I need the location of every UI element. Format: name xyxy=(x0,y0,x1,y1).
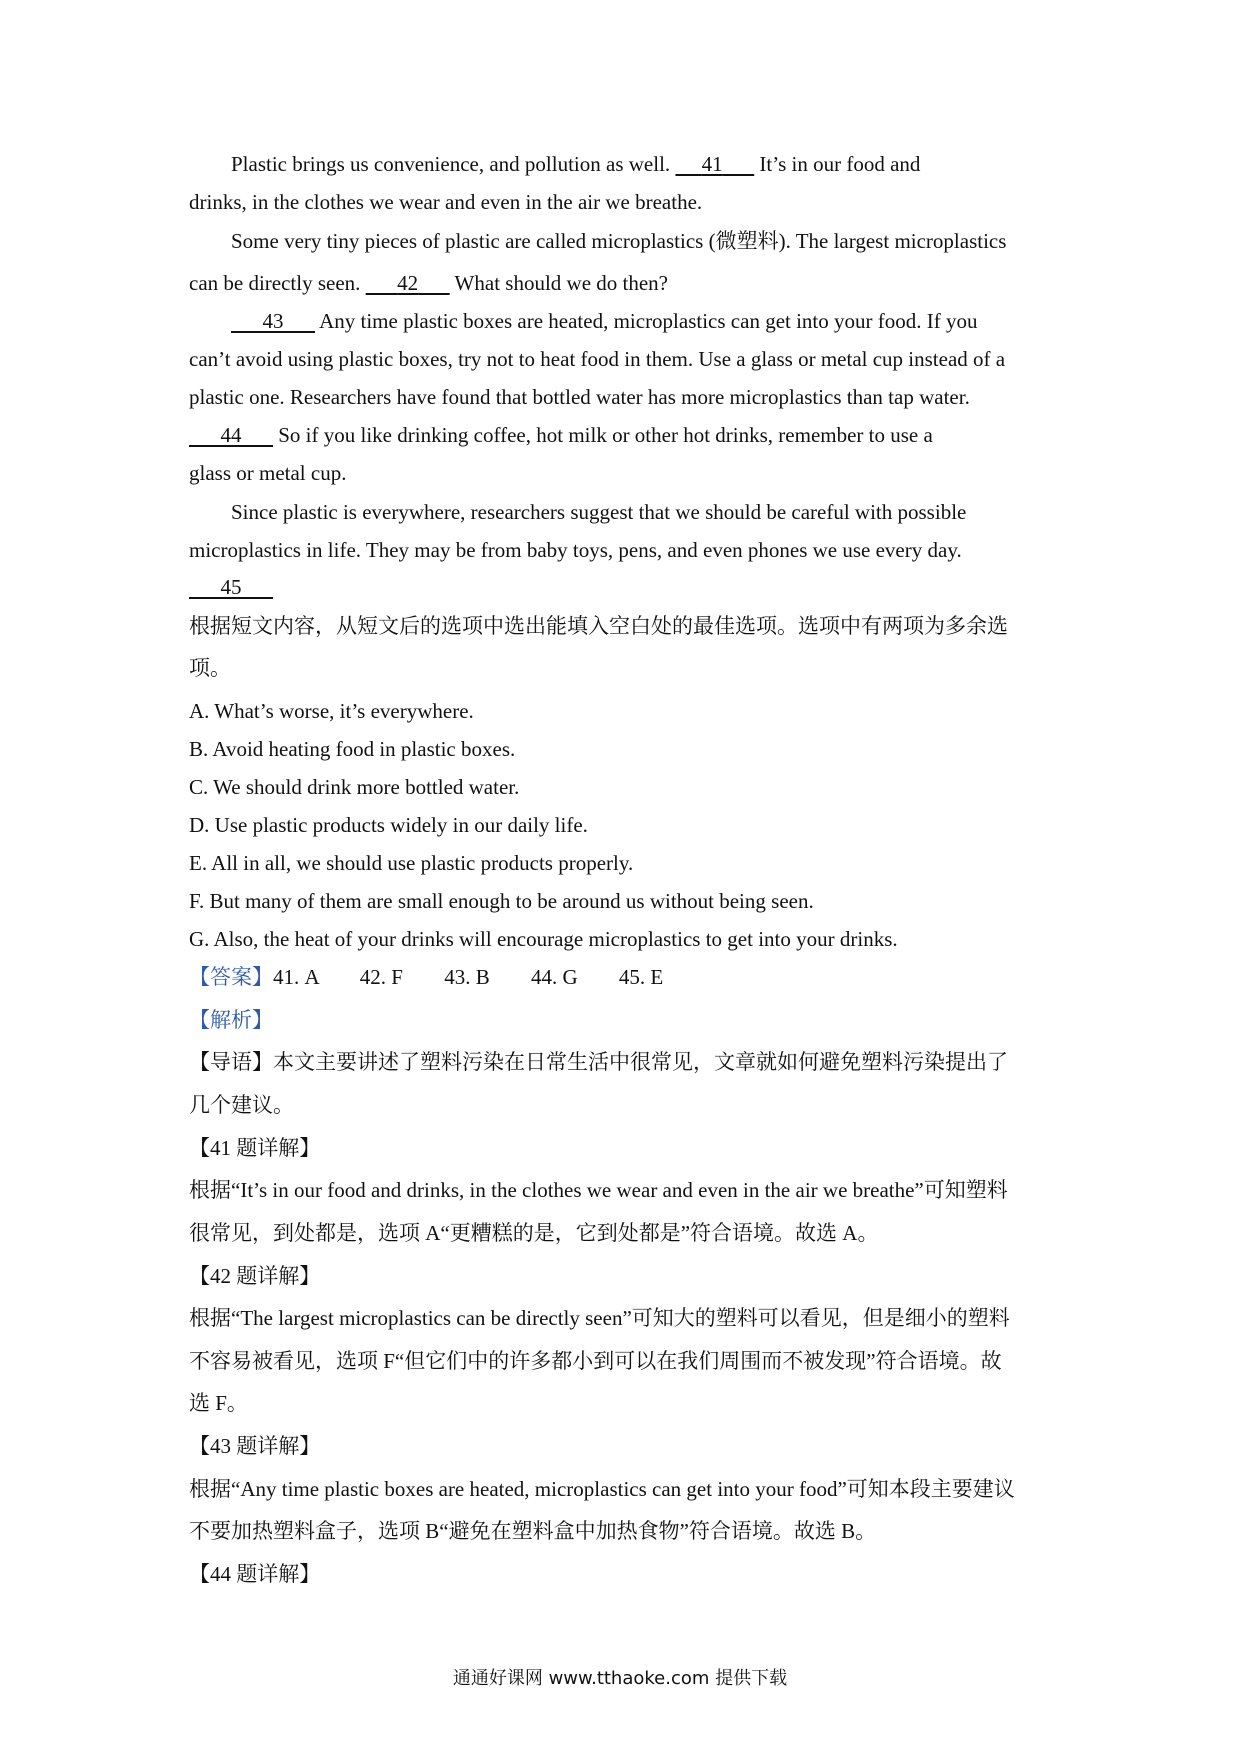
passage-text: can be directly seen. xyxy=(189,271,361,295)
option-b: B. Avoid heating food in plastic boxes. xyxy=(189,737,516,761)
analysis-label: 【解析】 xyxy=(189,1008,273,1032)
option-d: D. Use plastic products widely in our daily life. xyxy=(189,813,588,837)
blank-44: 44 xyxy=(220,423,242,447)
passage-line: drinks, in the clothes we wear and even in the air we breathe. xyxy=(189,190,703,214)
guide-line: 几个建议。 xyxy=(189,1093,294,1117)
answer-label: 【答案】 xyxy=(189,965,273,989)
q43-line: 不要加热塑料盒子，选项 B“避免在塑料盒中加热食物”符合语境。故选 B。 xyxy=(189,1519,877,1543)
passage-line xyxy=(231,152,920,176)
blank-42: 42 xyxy=(397,271,419,295)
q43-title: 【43 题详解】 xyxy=(189,1434,321,1458)
blank-43: 43 xyxy=(262,309,284,333)
passage-line xyxy=(189,575,273,599)
passage-line: Some very tiny pieces of plastic are called microplastics (微塑料). The largest microplastics xyxy=(231,229,1007,253)
answer-line xyxy=(189,965,663,989)
passage-text: It’s in our food and xyxy=(759,152,921,176)
answer-item: 44. G xyxy=(530,965,578,989)
answer-item: 41. A xyxy=(273,965,319,989)
option-f: F. But many of them are small enough to be around us without being seen. xyxy=(189,889,814,913)
passage-text: Any time plastic boxes are heated, microplastics can get into your food. If you xyxy=(319,309,978,333)
page-footer: 通通好课网 www.tthaoke.com 提供下载 xyxy=(452,1668,788,1689)
passage-text: So if you like drinking coffee, hot milk or other hot drinks, remember to use a xyxy=(278,423,933,447)
passage-text: What should we do then? xyxy=(454,271,668,295)
q42-line: 根据“The largest microplastics can be directly seen”可知大的塑料可以看见，但是细小的塑料 xyxy=(189,1306,1010,1330)
passage-line: plastic one. Researchers have found that bottled water has more microplastics than tap water. xyxy=(189,385,970,409)
q41-line: 根据“It’s in our food and drinks, in the clothes we wear and even in the air we breathe”可知塑料 xyxy=(189,1178,1008,1202)
passage-text: Plastic brings us convenience, and pollution as well. xyxy=(231,152,671,176)
q42-line: 不容易被看见，选项 F“但它们中的许多都小到可以在我们周围而不被发现”符合语境。故 xyxy=(189,1349,1002,1373)
blank-45: 45 xyxy=(220,575,242,599)
passage-line xyxy=(189,423,933,447)
passage-line xyxy=(231,309,978,333)
blank-41: 41 xyxy=(701,152,723,176)
q41-line: 很常见，到处都是，选项 A“更糟糕的是，它到处都是”符合语境。故选 A。 xyxy=(189,1221,879,1245)
answer-item: 43. B xyxy=(444,965,490,989)
option-g: G. Also, the heat of your drinks will encourage microplastics to get into your drinks. xyxy=(189,927,898,951)
option-e: E. All in all, we should use plastic products properly. xyxy=(189,851,634,875)
passage-line: glass or metal cup. xyxy=(189,461,347,485)
passage-line: microplastics in life. They may be from baby toys, pens, and even phones we use every day. xyxy=(189,538,962,562)
passage-line: can’t avoid using plastic boxes, try not to heat food in them. Use a glass or metal cup instead of a xyxy=(189,347,1006,371)
answer-item: 45. E xyxy=(618,965,664,989)
option-a: A. What’s worse, it’s everywhere. xyxy=(189,699,474,723)
q42-title: 【42 题详解】 xyxy=(189,1264,321,1288)
q44-title: 【44 题详解】 xyxy=(189,1562,321,1586)
passage-line xyxy=(189,271,668,295)
q42-line: 选 F。 xyxy=(189,1391,248,1415)
answer-item: 42. F xyxy=(359,965,403,989)
q41-title: 【41 题详解】 xyxy=(189,1136,321,1160)
option-c: C. We should drink more bottled water. xyxy=(189,775,520,799)
instructions-line: 根据短文内容，从短文后的选项中选出能填入空白处的最佳选项。选项中有两项为多余选 xyxy=(189,614,1008,638)
passage-line: Since plastic is everywhere, researchers suggest that we should be careful with possible xyxy=(231,500,967,524)
instructions-line: 项。 xyxy=(189,656,231,680)
guide-line: 【导语】本文主要讲述了塑料污染在日常生活中很常见，文章就如何避免塑料污染提出了 xyxy=(189,1050,1008,1074)
q43-line: 根据“Any time plastic boxes are heated, microplastics can get into your food”可知本段主要建议 xyxy=(189,1477,1015,1501)
